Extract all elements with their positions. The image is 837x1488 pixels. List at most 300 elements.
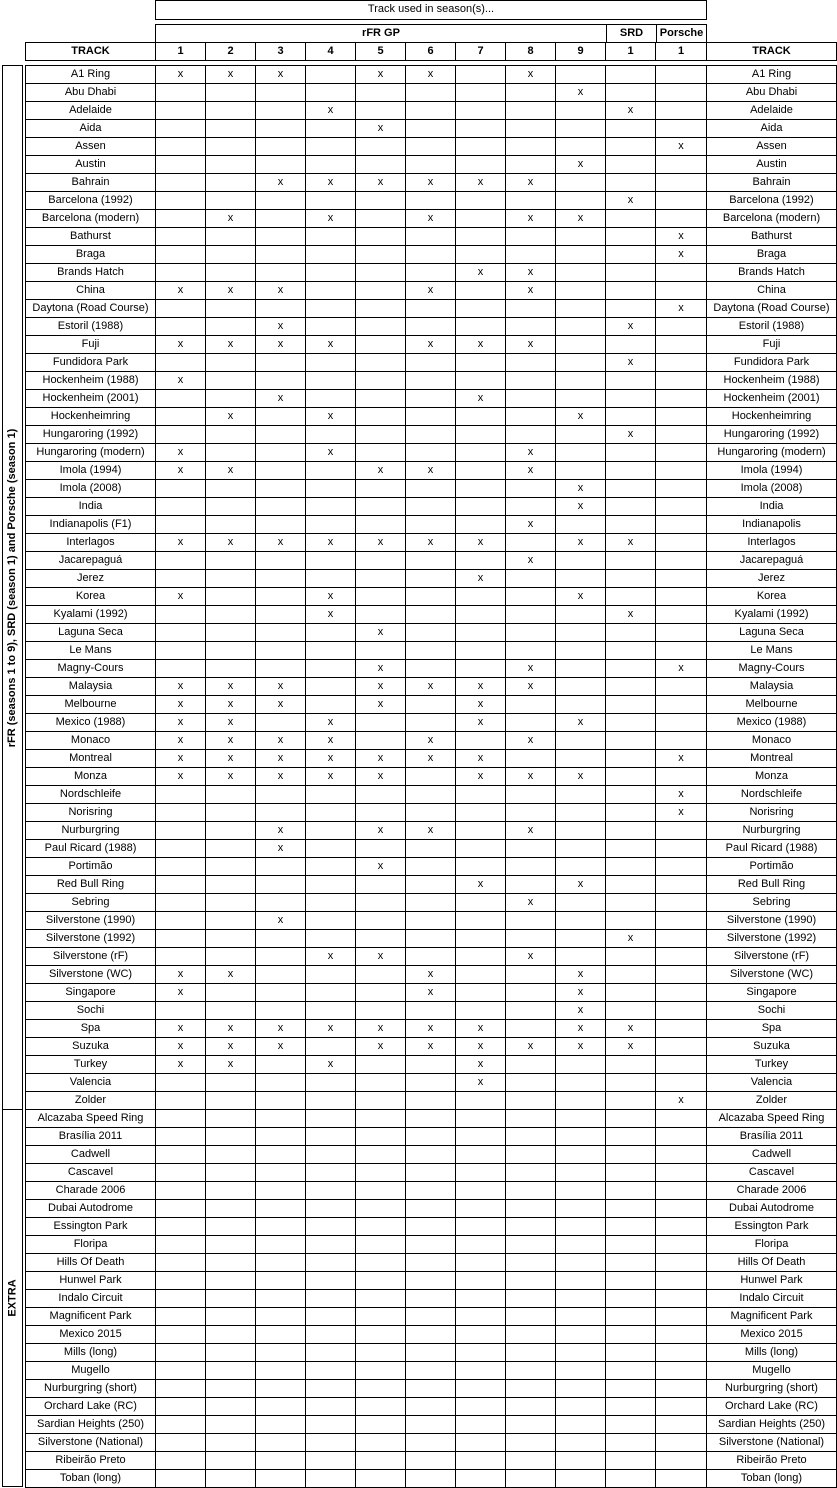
season-mark-cell [556,1236,606,1254]
main-section-label: rFR (seasons 1 to 9), SRD (season 1) and Porsche (season 1) [6,428,19,747]
season-mark-cell: x [306,534,356,552]
season-mark-cell [556,1308,606,1326]
season-mark-cell [506,246,556,264]
season-mark-cell [256,1236,306,1254]
season-mark-cell [656,732,707,750]
season-mark-cell [656,1344,707,1362]
season-mark-cell: x [606,606,656,624]
season-mark-cell: x [156,534,206,552]
track-name-left: Monaco [26,732,156,750]
season-mark-cell [206,1452,256,1470]
season-mark-cell: x [306,750,356,768]
season-mark-cell [556,102,606,120]
season-mark-cell [156,480,206,498]
season-mark-cell [306,858,356,876]
season-mark-cell [306,246,356,264]
season-mark-cell [206,1164,256,1182]
season-mark-cell [656,1272,707,1290]
season-mark-cell [206,1254,256,1272]
season-mark-cell [156,210,206,228]
season-mark-cell [656,894,707,912]
season-mark-cell [156,318,206,336]
table-row [26,246,837,264]
season-mark-cell [356,876,406,894]
season-mark-cell [356,732,406,750]
season-mark-cell [656,1074,707,1092]
season-mark-cell [556,840,606,858]
season-mark-cell [406,1380,456,1398]
season-mark-cell [206,1362,256,1380]
season-mark-cell [406,264,456,282]
season-mark-cell [606,732,656,750]
season-mark-cell [456,1164,506,1182]
season-mark-cell [356,588,406,606]
season-mark-cell [306,264,356,282]
season-mark-cell [406,768,456,786]
season-mark-cell [406,660,456,678]
season-mark-cell [306,1146,356,1164]
extra-track-name-left: Silverstone (National) [26,1434,156,1452]
season-mark-cell [556,1344,606,1362]
track-name-right: Bahrain [707,174,837,192]
season-mark-cell [156,1290,206,1308]
table-row [26,516,837,534]
table-row [26,354,837,372]
season-mark-cell [506,1380,556,1398]
season-mark-cell [456,1344,506,1362]
season-mark-cell [556,120,606,138]
season-mark-cell [656,678,707,696]
season-mark-cell [206,120,256,138]
season-mark-cell [556,1182,606,1200]
season-mark-cell [606,1056,656,1074]
season-mark-cell [356,1002,406,1020]
season-mark-cell: x [556,498,606,516]
season-mark-cell [356,552,406,570]
track-name-right: Monaco [707,732,837,750]
season-mark-cell [306,66,356,84]
track-name-left: Austin [26,156,156,174]
season-mark-cell [156,1200,206,1218]
season-mark-cell [306,192,356,210]
extra-track-name-left: Brasília 2011 [26,1128,156,1146]
season-mark-cell [156,228,206,246]
season-mark-cell [356,1362,406,1380]
season-mark-cell [406,480,456,498]
season-mark-cell: x [206,408,256,426]
season-mark-cell [556,1470,606,1488]
table-row [26,1200,837,1218]
season-mark-cell [306,156,356,174]
table-row [26,624,837,642]
season-mark-cell: x [506,822,556,840]
table-row [26,174,837,192]
season-mark-cell [206,1236,256,1254]
season-mark-cell [506,1254,556,1272]
table-row [26,1254,837,1272]
table-row [26,1218,837,1236]
season-mark-cell: x [156,336,206,354]
season-mark-cell [356,1110,406,1128]
season-mark-cell: x [356,858,406,876]
track-name-left: Assen [26,138,156,156]
season-mark-cell: x [456,570,506,588]
season-mark-cell [656,876,707,894]
season-mark-cell [606,264,656,282]
season-mark-cell [606,210,656,228]
season-mark-cell [306,1254,356,1272]
season-mark-cell [456,588,506,606]
season-mark-cell: x [556,408,606,426]
track-name-right: Malaysia [707,678,837,696]
season-mark-cell [606,1362,656,1380]
track-name-right: Barcelona (1992) [707,192,837,210]
season-mark-cell: x [456,1074,506,1092]
season-mark-cell: x [556,1038,606,1056]
track-name-right: Valencia [707,1074,837,1092]
table-row [26,678,837,696]
season-mark-cell [306,570,356,588]
track-name-right: Braga [707,246,837,264]
season-mark-cell [506,1200,556,1218]
season-mark-cell [206,498,256,516]
track-name-left: Silverstone (WC) [26,966,156,984]
season-mark-cell [556,822,606,840]
season-mark-cell [356,1146,406,1164]
season-header: 4 [306,43,356,61]
track-name-left: Imola (1994) [26,462,156,480]
season-mark-cell [606,588,656,606]
season-mark-cell [506,912,556,930]
season-mark-cell [206,1146,256,1164]
season-mark-cell: x [206,1020,256,1038]
season-mark-cell [356,102,406,120]
season-mark-cell [656,1470,707,1488]
season-mark-cell: x [406,462,456,480]
season-mark-cell [256,642,306,660]
season-mark-cell [506,1236,556,1254]
table-row [26,858,837,876]
season-mark-cell [406,1254,456,1272]
season-mark-cell [456,1362,506,1380]
season-mark-cell [156,1092,206,1110]
season-mark-cell [156,498,206,516]
track-name-left: Kyalami (1992) [26,606,156,624]
season-mark-cell [656,174,707,192]
track-name-right: China [707,282,837,300]
season-mark-cell [656,624,707,642]
season-mark-cell [606,1146,656,1164]
season-mark-cell [556,1416,606,1434]
season-mark-cell [256,1272,306,1290]
season-mark-cell [556,1362,606,1380]
season-mark-cell [406,1074,456,1092]
season-mark-cell [306,786,356,804]
season-header: 1 [656,43,707,61]
season-mark-cell: x [206,732,256,750]
extra-section-label: EXTRA [6,1279,19,1317]
season-mark-cell [406,1362,456,1380]
season-mark-cell: x [306,714,356,732]
extra-track-name-right: Nurburgring (short) [707,1380,837,1398]
season-mark-cell [506,1344,556,1362]
season-mark-cell [256,264,306,282]
season-header: 9 [556,43,606,61]
season-mark-cell [206,1092,256,1110]
season-mark-cell [356,1398,406,1416]
season-mark-cell: x [556,966,606,984]
season-mark-cell [506,840,556,858]
table-row [26,1074,837,1092]
season-mark-cell [656,606,707,624]
season-mark-cell [406,408,456,426]
extra-track-name-right: Essington Park [707,1218,837,1236]
track-name-right: Norisring [707,804,837,822]
season-mark-cell [506,930,556,948]
extra-track-name-left: Floripa [26,1236,156,1254]
season-mark-cell: x [306,588,356,606]
season-mark-cell [656,714,707,732]
season-mark-cell [456,804,506,822]
season-mark-cell [256,930,306,948]
season-mark-cell [506,192,556,210]
season-mark-cell [456,498,506,516]
season-mark-cell [456,1092,506,1110]
season-mark-cell [306,84,356,102]
season-mark-cell: x [156,732,206,750]
track-name-left: Aida [26,120,156,138]
season-mark-cell [606,282,656,300]
season-mark-cell: x [206,678,256,696]
season-mark-cell [206,624,256,642]
season-mark-cell [256,894,306,912]
table-row [26,1272,837,1290]
track-name-left: Magny-Cours [26,660,156,678]
season-mark-cell [206,426,256,444]
track-name-left: Nurburgring [26,822,156,840]
season-mark-cell [306,822,356,840]
season-mark-cell [556,1272,606,1290]
season-mark-cell [556,336,606,354]
season-mark-cell [156,174,206,192]
extra-track-name-left: Hills Of Death [26,1254,156,1272]
season-mark-cell [456,1146,506,1164]
season-mark-cell [556,174,606,192]
season-mark-cell [606,246,656,264]
extra-track-name-right: Indalo Circuit [707,1290,837,1308]
season-mark-cell [656,1398,707,1416]
season-mark-cell: x [356,534,406,552]
season-mark-cell [656,516,707,534]
season-mark-cell [656,102,707,120]
extra-track-name-right: Silverstone (National) [707,1434,837,1452]
season-mark-cell [456,552,506,570]
season-mark-cell [306,912,356,930]
track-name-right: Bathurst [707,228,837,246]
season-mark-cell: x [656,228,707,246]
track-name-right: Magny-Cours [707,660,837,678]
season-mark-cell [256,426,306,444]
season-mark-cell [156,516,206,534]
track-name-right: Spa [707,1020,837,1038]
season-mark-cell [506,1056,556,1074]
season-mark-cell: x [206,282,256,300]
season-mark-cell: x [306,1020,356,1038]
season-mark-cell [206,1470,256,1488]
table-row [26,912,837,930]
srd-group-label: SRD [619,27,644,39]
table-row [26,1326,837,1344]
table-row [26,606,837,624]
season-mark-cell [406,1128,456,1146]
season-mark-cell: x [656,804,707,822]
season-mark-cell [556,300,606,318]
season-mark-cell [306,1416,356,1434]
season-mark-cell [256,876,306,894]
season-mark-cell: x [256,174,306,192]
season-mark-cell: x [456,696,506,714]
season-mark-cell [606,1344,656,1362]
season-mark-cell [256,1290,306,1308]
season-mark-cell: x [606,534,656,552]
season-mark-cell: x [606,930,656,948]
season-mark-cell [456,120,506,138]
season-mark-cell: x [456,1038,506,1056]
season-mark-cell: x [456,174,506,192]
track-name-right: Brands Hatch [707,264,837,282]
season-mark-cell [306,498,356,516]
table-row [26,1056,837,1074]
season-mark-cell [206,930,256,948]
season-mark-cell [406,570,456,588]
season-mark-cell: x [156,462,206,480]
table-row [26,390,837,408]
season-header: 6 [406,43,456,61]
season-mark-cell [556,426,606,444]
season-mark-cell [156,1308,206,1326]
season-mark-cell [456,984,506,1002]
track-name-right: Montreal [707,750,837,768]
extra-track-name-right: Mugello [707,1362,837,1380]
table-row [26,1344,837,1362]
season-mark-cell: x [356,174,406,192]
season-mark-cell [156,1182,206,1200]
table-row [26,696,837,714]
season-mark-cell [506,1164,556,1182]
season-mark-cell: x [356,660,406,678]
season-mark-cell [656,1434,707,1452]
extra-track-name-right: Ribeirão Preto [707,1452,837,1470]
season-mark-cell [456,372,506,390]
porsche-group-label: Porsche [659,27,704,39]
season-mark-cell: x [306,174,356,192]
extra-track-name-right: Orchard Lake (RC) [707,1398,837,1416]
season-mark-cell [356,1308,406,1326]
season-mark-cell [656,984,707,1002]
season-mark-cell [506,642,556,660]
season-mark-cell [306,120,356,138]
season-mark-cell [456,1434,506,1452]
season-mark-cell [406,1146,456,1164]
season-mark-cell [256,1380,306,1398]
season-mark-cell [456,858,506,876]
track-name-right: Abu Dhabi [707,84,837,102]
season-mark-cell [456,318,506,336]
season-mark-cell [656,1254,707,1272]
season-mark-cell: x [556,480,606,498]
season-mark-cell [456,642,506,660]
season-mark-cell [556,696,606,714]
track-name-left: Sebring [26,894,156,912]
season-mark-cell [556,678,606,696]
season-mark-cell [156,156,206,174]
season-mark-cell [456,1398,506,1416]
season-mark-cell [356,966,406,984]
season-mark-cell [506,1308,556,1326]
table-row [26,426,837,444]
season-header: 7 [456,43,506,61]
season-mark-cell: x [556,984,606,1002]
season-mark-cell [306,894,356,912]
track-name-right: Red Bull Ring [707,876,837,894]
season-mark-cell: x [156,1056,206,1074]
season-mark-cell [206,372,256,390]
season-mark-cell [606,750,656,768]
season-mark-cell: x [656,300,707,318]
table-row [26,1416,837,1434]
season-mark-cell [406,444,456,462]
season-mark-cell [406,192,456,210]
season-mark-cell [356,426,406,444]
season-mark-cell [156,1110,206,1128]
season-mark-cell [456,462,506,480]
extra-track-name-left: Alcazaba Speed Ring [26,1110,156,1128]
season-mark-cell [606,1254,656,1272]
season-mark-cell [306,966,356,984]
season-mark-cell [306,1470,356,1488]
season-mark-cell [256,858,306,876]
season-mark-cell [356,318,406,336]
season-mark-cell [406,840,456,858]
season-mark-cell [256,1344,306,1362]
table-row [26,1128,837,1146]
season-mark-cell [406,228,456,246]
season-mark-cell [556,894,606,912]
season-mark-cell [556,138,606,156]
season-mark-cell [556,66,606,84]
season-mark-cell [156,1164,206,1182]
track-name-left: Jerez [26,570,156,588]
season-mark-cell [306,1038,356,1056]
track-name-right: Indianapolis [707,516,837,534]
table-row [26,66,837,84]
season-mark-cell [656,354,707,372]
season-mark-cell [656,480,707,498]
extra-track-name-right: Cadwell [707,1146,837,1164]
season-mark-cell [506,1002,556,1020]
season-mark-cell: x [506,948,556,966]
season-mark-cell [406,1398,456,1416]
season-mark-cell: x [456,336,506,354]
track-name-left: Suzuka [26,1038,156,1056]
season-mark-cell [156,138,206,156]
track-name-right: Suzuka [707,1038,837,1056]
season-mark-cell [156,1380,206,1398]
season-mark-cell [506,156,556,174]
season-mark-cell: x [256,750,306,768]
season-mark-cell [206,138,256,156]
season-mark-cell: x [356,948,406,966]
